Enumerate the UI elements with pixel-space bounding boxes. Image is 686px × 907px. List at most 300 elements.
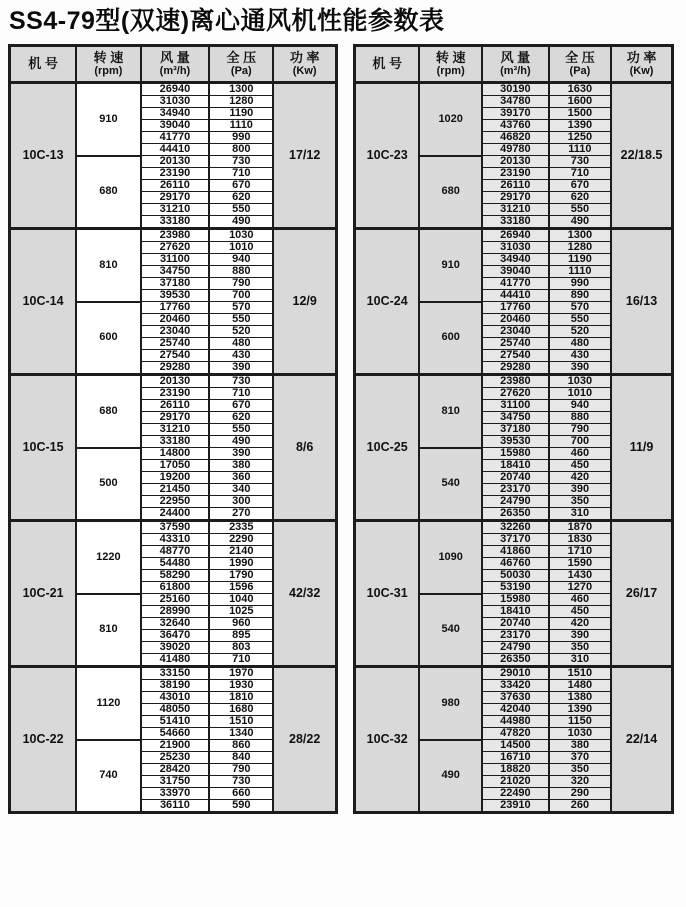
pressure-value: 320 <box>549 776 611 788</box>
flow-value: 44410 <box>141 144 210 156</box>
flow-value: 34780 <box>482 96 549 108</box>
power-value: 16/13 <box>611 229 672 375</box>
pressure-value: 420 <box>549 618 611 630</box>
pressure-value: 895 <box>209 630 273 642</box>
header-power <box>611 46 672 83</box>
flow-value: 15980 <box>482 594 549 606</box>
flow-value: 58290 <box>141 570 210 582</box>
flow-value: 31030 <box>141 96 210 108</box>
table-row <box>355 375 673 388</box>
pressure-value: 390 <box>549 630 611 642</box>
pressure-value: 1250 <box>549 132 611 144</box>
pressure-value: 1390 <box>549 704 611 716</box>
pressure-value: 730 <box>209 375 273 388</box>
flow-value: 22950 <box>141 496 210 508</box>
pressure-value: 570 <box>549 302 611 314</box>
pressure-value: 1025 <box>209 606 273 618</box>
power-value: 17/12 <box>273 83 336 229</box>
pressure-value: 1790 <box>209 570 273 582</box>
flow-value: 25740 <box>141 338 210 350</box>
flow-value: 29170 <box>141 192 210 204</box>
flow-value: 33180 <box>141 216 210 229</box>
header-flow <box>482 46 549 83</box>
pressure-value: 730 <box>209 156 273 168</box>
power-value: 8/6 <box>273 375 336 521</box>
flow-value: 28420 <box>141 764 210 776</box>
header-pressure-unit: (Pa) <box>230 65 252 78</box>
flow-value: 18820 <box>482 764 549 776</box>
header-model <box>355 46 420 83</box>
flow-value: 39170 <box>482 108 549 120</box>
model-cell: 10C-22 <box>10 667 77 813</box>
flow-value: 54480 <box>141 558 210 570</box>
pressure-value: 1510 <box>209 716 273 728</box>
header-speed-label: 转 速 <box>435 49 466 65</box>
pressure-value: 990 <box>549 278 611 290</box>
pressure-value: 1510 <box>549 667 611 680</box>
pressure-value: 1030 <box>209 229 273 242</box>
pressure-value: 1110 <box>549 266 611 278</box>
flow-value: 39020 <box>141 642 210 654</box>
pressure-value: 700 <box>209 290 273 302</box>
flow-value: 26940 <box>141 83 210 96</box>
flow-value: 31750 <box>141 776 210 788</box>
pressure-value: 660 <box>209 788 273 800</box>
flow-value: 23980 <box>482 375 549 388</box>
flow-value: 34940 <box>141 108 210 120</box>
flow-value: 33180 <box>482 216 549 229</box>
model-cell: 10C-24 <box>355 229 420 375</box>
pressure-value: 1040 <box>209 594 273 606</box>
flow-value: 21900 <box>141 740 210 752</box>
pressure-value: 1010 <box>549 388 611 400</box>
flow-value: 18410 <box>482 460 549 472</box>
pressure-value: 1300 <box>549 229 611 242</box>
pressure-value: 1190 <box>549 254 611 266</box>
pressure-value: 350 <box>549 642 611 654</box>
pressure-value: 450 <box>549 460 611 472</box>
flow-value: 34940 <box>482 254 549 266</box>
flow-value: 39040 <box>482 266 549 278</box>
pressure-value: 310 <box>549 654 611 667</box>
flow-value: 20130 <box>141 156 210 168</box>
pressure-value: 803 <box>209 642 273 654</box>
speed-cell: 680 <box>419 156 482 229</box>
flow-value: 48050 <box>141 704 210 716</box>
speed-cell: 600 <box>76 302 140 375</box>
pressure-value: 670 <box>549 180 611 192</box>
header-power-unit: (Kw) <box>292 65 317 78</box>
flow-value: 31210 <box>482 204 549 216</box>
pressure-value: 260 <box>549 800 611 813</box>
flow-value: 25740 <box>482 338 549 350</box>
pressure-value: 430 <box>549 350 611 362</box>
flow-value: 17760 <box>141 302 210 314</box>
header-pressure-label: 全 压 <box>226 49 257 65</box>
pressure-value: 550 <box>209 424 273 436</box>
model-cell: 10C-14 <box>10 229 77 375</box>
flow-value: 17050 <box>141 460 210 472</box>
speed-cell: 540 <box>419 594 482 667</box>
header-model <box>10 46 77 83</box>
pressure-value: 790 <box>209 764 273 776</box>
flow-value: 29170 <box>141 412 210 424</box>
speed-cell: 1220 <box>76 521 140 594</box>
header-pressure-label: 全 压 <box>565 49 595 65</box>
pressure-value: 460 <box>549 448 611 460</box>
flow-value: 48770 <box>141 546 210 558</box>
header-row <box>355 46 673 83</box>
flow-value: 41480 <box>141 654 210 667</box>
power-value: 12/9 <box>273 229 336 375</box>
flow-value: 39530 <box>482 436 549 448</box>
table-row <box>10 667 337 680</box>
pressure-value: 290 <box>549 788 611 800</box>
right-table-header <box>355 46 673 83</box>
flow-value: 24400 <box>141 508 210 521</box>
pressure-value: 350 <box>549 764 611 776</box>
flow-value: 27540 <box>141 350 210 362</box>
header-row <box>10 46 337 83</box>
pressure-value: 380 <box>209 460 273 472</box>
speed-cell: 1120 <box>76 667 140 740</box>
flow-value: 31100 <box>141 254 210 266</box>
speed-cell: 490 <box>419 740 482 813</box>
pressure-value: 620 <box>209 192 273 204</box>
header-speed-unit: (rpm) <box>436 65 465 78</box>
pressure-value: 1390 <box>549 120 611 132</box>
left-table-header <box>10 46 337 83</box>
header-pressure-unit: (Pa) <box>569 65 591 78</box>
pressure-value: 550 <box>549 314 611 326</box>
flow-value: 23170 <box>482 484 549 496</box>
flow-value: 39530 <box>141 290 210 302</box>
flow-value: 15980 <box>482 448 549 460</box>
table-row <box>10 375 337 388</box>
pressure-value: 890 <box>549 290 611 302</box>
tables-container <box>8 44 674 814</box>
flow-value: 24790 <box>482 496 549 508</box>
table-row <box>355 229 673 242</box>
pressure-value: 550 <box>549 204 611 216</box>
speed-cell: 810 <box>76 229 140 302</box>
pressure-value: 570 <box>209 302 273 314</box>
pressure-value: 420 <box>549 472 611 484</box>
header-pressure <box>549 46 611 83</box>
flow-value: 43760 <box>482 120 549 132</box>
header-speed-unit: (rpm) <box>94 65 123 78</box>
speed-cell: 680 <box>76 156 140 229</box>
table-row <box>355 521 673 534</box>
pressure-value: 730 <box>549 156 611 168</box>
flow-value: 32260 <box>482 521 549 534</box>
pressure-value: 310 <box>549 508 611 521</box>
header-flow <box>141 46 210 83</box>
pressure-value: 1190 <box>209 108 273 120</box>
flow-value: 33150 <box>141 667 210 680</box>
pressure-value: 960 <box>209 618 273 630</box>
flow-value: 37590 <box>141 521 210 534</box>
flow-value: 41770 <box>482 278 549 290</box>
pressure-value: 620 <box>209 412 273 424</box>
model-cell: 10C-23 <box>355 83 420 229</box>
flow-value: 31030 <box>482 242 549 254</box>
pressure-value: 340 <box>209 484 273 496</box>
pressure-value: 1150 <box>549 716 611 728</box>
model-cell: 10C-31 <box>355 521 420 667</box>
flow-value: 14800 <box>141 448 210 460</box>
pressure-value: 550 <box>209 314 273 326</box>
flow-value: 37180 <box>141 278 210 290</box>
flow-value: 20460 <box>141 314 210 326</box>
header-pressure <box>209 46 273 83</box>
flow-value: 29170 <box>482 192 549 204</box>
flow-value: 23190 <box>141 168 210 180</box>
header-flow-label: 风 量 <box>500 49 531 65</box>
pressure-value: 1110 <box>209 120 273 132</box>
header-model-label: 机 号 <box>372 55 402 71</box>
header-speed-label: 转 速 <box>93 49 124 65</box>
flow-value: 37180 <box>482 424 549 436</box>
pressure-value: 520 <box>549 326 611 338</box>
flow-value: 54660 <box>141 728 210 740</box>
pressure-value: 430 <box>209 350 273 362</box>
flow-value: 36470 <box>141 630 210 642</box>
header-power-unit: (Kw) <box>629 65 654 78</box>
flow-value: 32640 <box>141 618 210 630</box>
flow-value: 20130 <box>141 375 210 388</box>
pressure-value: 1970 <box>209 667 273 680</box>
pressure-value: 840 <box>209 752 273 764</box>
pressure-value: 370 <box>549 752 611 764</box>
model-cell: 10C-21 <box>10 521 77 667</box>
flow-value: 29280 <box>141 362 210 375</box>
pressure-value: 1930 <box>209 680 273 692</box>
pressure-value: 300 <box>209 496 273 508</box>
header-power-label: 功 率 <box>289 49 320 65</box>
power-value: 22/14 <box>611 667 672 813</box>
flow-value: 61800 <box>141 582 210 594</box>
pressure-value: 390 <box>549 484 611 496</box>
pressure-value: 880 <box>549 412 611 424</box>
pressure-value: 1030 <box>549 375 611 388</box>
table-row <box>10 229 337 242</box>
flow-value: 21020 <box>482 776 549 788</box>
speed-cell: 980 <box>419 667 482 740</box>
pressure-value: 1990 <box>209 558 273 570</box>
flow-value: 20740 <box>482 472 549 484</box>
speed-cell: 600 <box>419 302 482 375</box>
flow-value: 26110 <box>141 400 210 412</box>
model-cell: 10C-32 <box>355 667 420 813</box>
pressure-value: 1710 <box>549 546 611 558</box>
flow-value: 23980 <box>141 229 210 242</box>
pressure-value: 380 <box>549 740 611 752</box>
power-value: 26/17 <box>611 521 672 667</box>
flow-value: 25230 <box>141 752 210 764</box>
pressure-value: 1810 <box>209 692 273 704</box>
flow-value: 23170 <box>482 630 549 642</box>
speed-cell: 810 <box>76 594 140 667</box>
table-row <box>355 667 673 680</box>
pressure-value: 480 <box>209 338 273 350</box>
model-cell: 10C-13 <box>10 83 77 229</box>
power-value: 42/32 <box>273 521 336 667</box>
pressure-value: 1680 <box>209 704 273 716</box>
flow-value: 18410 <box>482 606 549 618</box>
flow-value: 34750 <box>141 266 210 278</box>
flow-value: 41770 <box>141 132 210 144</box>
pressure-value: 390 <box>209 448 273 460</box>
flow-value: 36110 <box>141 800 210 813</box>
flow-value: 46760 <box>482 558 549 570</box>
pressure-value: 710 <box>209 654 273 667</box>
pressure-value: 1380 <box>549 692 611 704</box>
right-performance-table <box>353 44 674 814</box>
pressure-value: 1280 <box>549 242 611 254</box>
speed-cell: 500 <box>76 448 140 521</box>
flow-value: 44410 <box>482 290 549 302</box>
flow-value: 26110 <box>141 180 210 192</box>
flow-value: 31210 <box>141 424 210 436</box>
flow-value: 31210 <box>141 204 210 216</box>
pressure-value: 860 <box>209 740 273 752</box>
flow-value: 43310 <box>141 534 210 546</box>
flow-value: 30190 <box>482 83 549 96</box>
flow-value: 29280 <box>482 362 549 375</box>
flow-value: 19200 <box>141 472 210 484</box>
left-performance-table <box>8 44 338 814</box>
flow-value: 42040 <box>482 704 549 716</box>
pressure-value: 990 <box>209 132 273 144</box>
pressure-value: 880 <box>209 266 273 278</box>
flow-value: 38190 <box>141 680 210 692</box>
flow-value: 17760 <box>482 302 549 314</box>
pressure-value: 1030 <box>549 728 611 740</box>
flow-value: 21450 <box>141 484 210 496</box>
pressure-value: 1300 <box>209 83 273 96</box>
flow-value: 28990 <box>141 606 210 618</box>
flow-value: 46820 <box>482 132 549 144</box>
pressure-value: 790 <box>209 278 273 290</box>
flow-value: 23190 <box>482 168 549 180</box>
pressure-value: 1430 <box>549 570 611 582</box>
pressure-value: 670 <box>209 180 273 192</box>
speed-cell: 680 <box>76 375 140 448</box>
pressure-value: 670 <box>209 400 273 412</box>
flow-value: 51410 <box>141 716 210 728</box>
header-speed <box>76 46 140 83</box>
flow-value: 20460 <box>482 314 549 326</box>
pressure-value: 590 <box>209 800 273 813</box>
flow-value: 33970 <box>141 788 210 800</box>
header-flow-unit: (m³/h) <box>500 65 531 78</box>
header-flow-unit: (m³/h) <box>159 65 191 78</box>
pressure-value: 1630 <box>549 83 611 96</box>
pressure-value: 710 <box>549 168 611 180</box>
pressure-value: 520 <box>209 326 273 338</box>
speed-cell: 910 <box>419 229 482 302</box>
flow-value: 53190 <box>482 582 549 594</box>
flow-value: 26110 <box>482 180 549 192</box>
pressure-value: 1590 <box>549 558 611 570</box>
pressure-value: 1340 <box>209 728 273 740</box>
speed-cell: 740 <box>76 740 140 813</box>
table-row <box>10 521 337 534</box>
pressure-value: 1010 <box>209 242 273 254</box>
pressure-value: 730 <box>209 776 273 788</box>
pressure-value: 1500 <box>549 108 611 120</box>
pressure-value: 1600 <box>549 96 611 108</box>
pressure-value: 1870 <box>549 521 611 534</box>
right-table-body <box>355 83 673 813</box>
pressure-value: 620 <box>549 192 611 204</box>
flow-value: 26350 <box>482 654 549 667</box>
speed-cell: 1090 <box>419 521 482 594</box>
speed-cell: 810 <box>419 375 482 448</box>
model-cell: 10C-15 <box>10 375 77 521</box>
speed-cell: 1020 <box>419 83 482 156</box>
speed-cell: 910 <box>76 83 140 156</box>
pressure-value: 390 <box>209 362 273 375</box>
pressure-value: 1280 <box>209 96 273 108</box>
header-power-label: 功 率 <box>626 49 657 65</box>
pressure-value: 270 <box>209 508 273 521</box>
header-flow-label: 风 量 <box>160 49 190 65</box>
flow-value: 23910 <box>482 800 549 813</box>
flow-value: 34750 <box>482 412 549 424</box>
flow-value: 20130 <box>482 156 549 168</box>
flow-value: 26350 <box>482 508 549 521</box>
flow-value: 26940 <box>482 229 549 242</box>
pressure-value: 940 <box>549 400 611 412</box>
pressure-value: 1110 <box>549 144 611 156</box>
pressure-value: 360 <box>209 472 273 484</box>
pressure-value: 350 <box>549 496 611 508</box>
page-title: SS4-79型(双速)离心通风机性能参数表 <box>9 7 445 35</box>
pressure-value: 2140 <box>209 546 273 558</box>
flow-value: 16710 <box>482 752 549 764</box>
pressure-value: 940 <box>209 254 273 266</box>
table-row <box>10 83 337 96</box>
flow-value: 31100 <box>482 400 549 412</box>
flow-value: 23040 <box>141 326 210 338</box>
flow-value: 23040 <box>482 326 549 338</box>
flow-value: 37630 <box>482 692 549 704</box>
flow-value: 44980 <box>482 716 549 728</box>
pressure-value: 2335 <box>209 521 273 534</box>
flow-value: 50030 <box>482 570 549 582</box>
pressure-value: 700 <box>549 436 611 448</box>
pressure-value: 480 <box>549 338 611 350</box>
flow-value: 27540 <box>482 350 549 362</box>
flow-value: 27620 <box>482 388 549 400</box>
pressure-value: 490 <box>209 216 273 229</box>
power-value: 22/18.5 <box>611 83 672 229</box>
flow-value: 33180 <box>141 436 210 448</box>
power-value: 11/9 <box>611 375 672 521</box>
flow-value: 37170 <box>482 534 549 546</box>
flow-value: 14500 <box>482 740 549 752</box>
power-value: 28/22 <box>273 667 336 813</box>
pressure-value: 490 <box>209 436 273 448</box>
flow-value: 29010 <box>482 667 549 680</box>
flow-value: 20740 <box>482 618 549 630</box>
pressure-value: 550 <box>209 204 273 216</box>
pressure-value: 460 <box>549 594 611 606</box>
flow-value: 25160 <box>141 594 210 606</box>
model-cell: 10C-25 <box>355 375 420 521</box>
